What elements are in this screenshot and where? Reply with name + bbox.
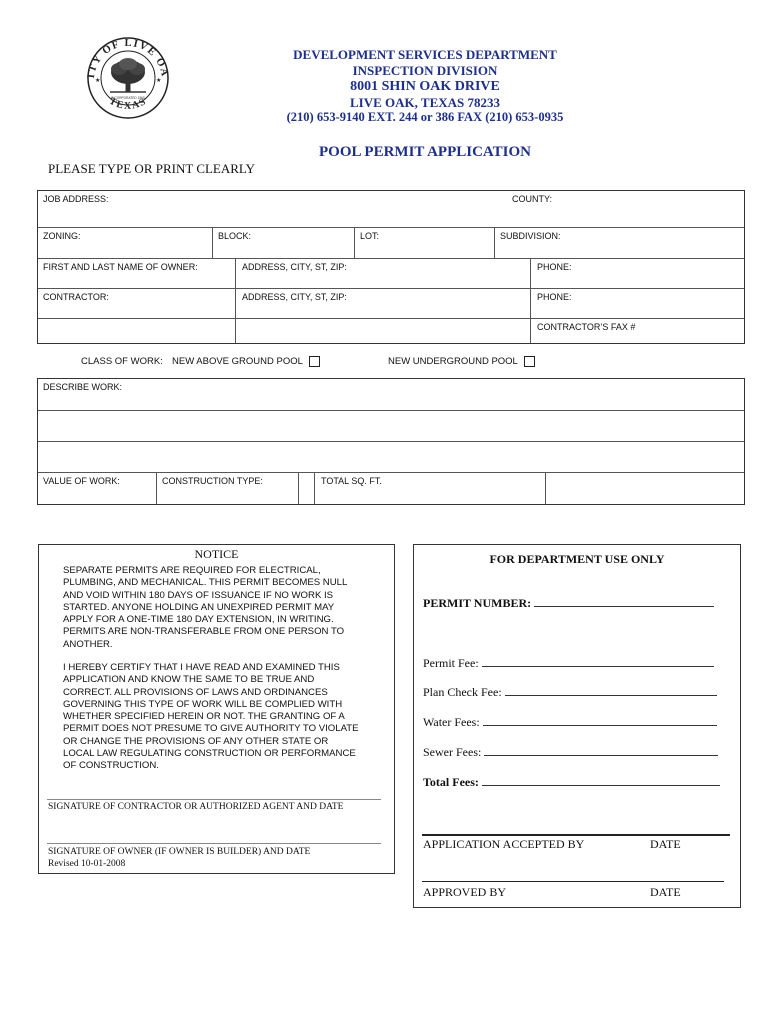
job-address-label: JOB ADDRESS:	[43, 194, 109, 204]
county-label: COUNTY:	[512, 194, 553, 204]
city-address: LIVE OAK, TEXAS 78233	[349, 95, 500, 110]
block-label: BLOCK:	[218, 231, 252, 241]
street-address: 8001 SHIN OAK DRIVE	[350, 79, 500, 94]
total-fees-line	[482, 775, 720, 786]
division-name: INSPECTION DIVISION	[352, 63, 498, 78]
above-ground-option[interactable]	[172, 356, 320, 367]
approved-date-label: DATE	[650, 885, 681, 899]
svg-text:★: ★	[156, 78, 162, 84]
phone-fax: (210) 653-9140 EXT. 244 or 386 FAX (210) 653-0935	[286, 110, 564, 124]
seal-bottom-text: TEXAS	[107, 95, 149, 112]
sig-contractor-label: SIGNATURE OF CONTRACTOR OR AUTHORIZED AGENT AND DATE	[48, 802, 344, 812]
above-ground-checkbox[interactable]	[309, 356, 320, 367]
plan-check-fee-label: Plan Check Fee:	[423, 685, 502, 699]
lot-label: LOT:	[360, 231, 380, 241]
water-fees-label: Water Fees:	[423, 715, 480, 729]
notice-line: PLUMBING, AND MECHANICAL. THIS PERMIT BECOMES NULL	[63, 577, 348, 589]
notice-paragraph-1	[63, 565, 347, 651]
permit-number-line	[534, 596, 714, 607]
city-seal-logo	[86, 36, 170, 120]
revised-date: Revised 10-01-2008	[48, 859, 126, 869]
water-fees-row	[423, 715, 717, 730]
applicant-info-form	[37, 190, 745, 344]
dept-heading: FOR DEPARTMENT USE ONLY	[489, 552, 665, 566]
contractor-fax-label: CONTRACTOR’S FAX #	[537, 322, 636, 332]
notice-line: OF CONSTRUCTION.	[63, 760, 159, 772]
department-use-box	[413, 544, 741, 908]
notice-line: I HEREBY CERTIFY THAT I HAVE READ AND EXAMINED THIS	[63, 662, 340, 673]
value-of-work-label: VALUE OF WORK:	[43, 476, 120, 486]
notice-line: ANOTHER.	[63, 638, 113, 650]
notice-line: OR CHANGE THE PROVISIONS OF ANY OTHER STATE OR	[63, 735, 329, 747]
zoning-label: ZONING:	[43, 231, 81, 241]
total-sqft-label: TOTAL SQ. FT.	[321, 476, 382, 486]
sewer-fees-line	[484, 745, 718, 756]
sewer-fees-row	[423, 745, 718, 760]
plan-check-fee-line	[505, 685, 717, 696]
notice-line: PERMITS ARE NON-TRANSFERABLE FROM ONE PERSON TO	[63, 626, 345, 638]
dept-name: DEVELOPMENT SERVICES DEPARTMENT	[293, 47, 557, 62]
owner-phone-label: PHONE:	[537, 262, 572, 272]
notice-line: SEPARATE PERMITS ARE REQUIRED FOR ELECTRICAL,	[63, 565, 321, 576]
underground-label: NEW UNDERGROUND POOL	[388, 356, 518, 368]
underground-option[interactable]	[388, 356, 535, 367]
notice-line: GOVERNING THIS TYPE OF WORK WILL BE COMPLIED WITH	[63, 698, 343, 710]
notice-line: APPLY FOR A ONE-TIME 180 DAY EXTENSION, IN WRITING.	[63, 614, 334, 626]
sig-owner-label: SIGNATURE OF OWNER (IF OWNER IS BUILDER) AND DATE	[48, 847, 311, 857]
permit-number-label: PERMIT NUMBER	[423, 596, 528, 610]
notice-line: PERMIT DOES NOT PRESUME TO GIVE AUTHORITY TO VIOLATE	[63, 723, 359, 735]
owner-address-label: ADDRESS, CITY, ST, ZIP:	[242, 262, 347, 272]
owner-name-label: FIRST AND LAST NAME OF OWNER:	[43, 262, 198, 272]
total-fees-label: Total Fees	[423, 775, 475, 789]
accepted-date-label: DATE	[650, 837, 681, 851]
total-fees-row: Total Fees:	[423, 775, 720, 790]
notice-line: STARTED. ANYONE HOLDING AN UNEXPIRED PERMIT MAY	[63, 601, 335, 613]
notice-line: CORRECT. ALL PROVISIONS OF LAWS AND ORDINANCES	[63, 686, 328, 698]
plan-check-fee-row	[423, 685, 717, 700]
notice-box	[38, 544, 395, 874]
contractor-address-label: ADDRESS, CITY, ST, ZIP:	[242, 292, 347, 302]
accepted-by-label: APPLICATION ACCEPTED BY	[423, 837, 585, 851]
page-title: POOL PERMIT APPLICATION	[319, 144, 531, 160]
permit-fee-label: Permit Fee:	[423, 656, 479, 670]
instruction-text: PLEASE TYPE OR PRINT CLEARLY	[48, 161, 255, 176]
subdivision-label: SUBDIVISION:	[500, 231, 561, 241]
construction-type-label: CONSTRUCTION TYPE:	[162, 476, 263, 486]
above-ground-label: NEW ABOVE GROUND POOL	[172, 356, 303, 368]
notice-heading: NOTICE	[194, 547, 239, 561]
sewer-fees-label: Sewer Fees:	[423, 745, 482, 759]
permit-fee-row	[423, 656, 714, 671]
class-of-work-label: CLASS OF WORK:	[81, 356, 163, 367]
describe-work-label: DESCRIBE WORK:	[43, 382, 123, 392]
notice-line: WHETHER SPECIFIED HEREIN OR NOT. THE GRANTING OF A	[63, 711, 345, 723]
contractor-label: CONTRACTOR:	[43, 292, 109, 302]
notice-line: AND VOID WITHIN 180 DAYS OF ISSUANCE IF NO WORK IS	[63, 589, 334, 601]
seal-inner-text: INCORPORATED 1960	[111, 96, 145, 100]
seal-top-text: ITY OF LIVE OA	[86, 37, 170, 79]
approved-by-label: APPROVED BY	[423, 885, 507, 899]
water-fees-line	[483, 715, 717, 726]
notice-paragraph-2	[63, 662, 359, 773]
permit-fee-line	[482, 656, 714, 667]
svg-text:★: ★	[95, 78, 101, 84]
underground-checkbox[interactable]	[524, 356, 535, 367]
notice-line: LOCAL LAW REGULATING CONSTRUCTION OR PERFORMANCE	[63, 748, 356, 760]
permit-number-row: PERMIT NUMBER:	[423, 596, 714, 611]
work-info-form	[37, 378, 745, 505]
notice-line: APPLICATION AND KNOW THE SAME TO BE TRUE AND	[63, 674, 315, 686]
contractor-phone-label: PHONE:	[537, 292, 572, 302]
